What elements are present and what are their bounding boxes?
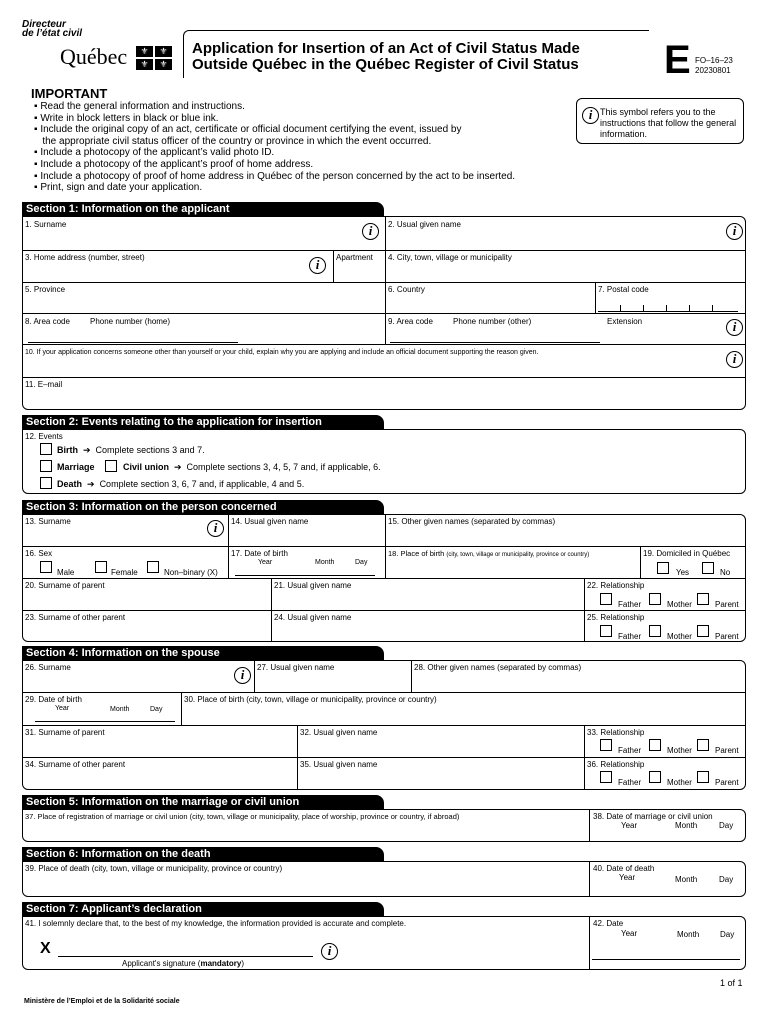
section-2-header: Section 2: Events relating to the application for insertion xyxy=(22,415,384,429)
language-letter: E xyxy=(664,38,691,82)
death-checkbox[interactable] xyxy=(40,477,52,489)
spouse-other-parent-surname-label: 34. Surname of other parent xyxy=(25,760,126,769)
postal-code-label: 7. Postal code xyxy=(598,285,649,294)
male-label: Male xyxy=(57,568,75,577)
info-icon[interactable]: i xyxy=(321,943,338,960)
domiciled-no-checkbox[interactable] xyxy=(702,562,714,574)
mother-checkbox[interactable] xyxy=(649,739,661,751)
civil-union-checkbox[interactable] xyxy=(105,460,117,472)
person-other-names-label: 15. Other given names (separated by commas) xyxy=(388,517,556,526)
section-3-header: Section 3: Information on the person concerned xyxy=(22,500,384,514)
info-icon[interactable]: i xyxy=(726,351,743,368)
phone-other-label: Phone number (other) xyxy=(453,317,532,326)
month-label: Month xyxy=(675,875,698,884)
area-code-other-label: 9. Area code xyxy=(388,317,433,326)
yes-label: Yes xyxy=(676,568,690,577)
male-checkbox[interactable] xyxy=(40,561,52,573)
female-label: Female xyxy=(111,568,138,577)
section-1-header: Section 1: Information on the applicant xyxy=(22,202,384,216)
month-label: Month xyxy=(110,706,130,713)
day-label: Day xyxy=(720,930,735,939)
spouse-parent-given-label: 32. Usual given name xyxy=(300,728,378,737)
birth-checkbox[interactable] xyxy=(40,443,52,455)
domiciled-yes-checkbox[interactable] xyxy=(657,562,669,574)
extension-label: Extension xyxy=(607,317,643,326)
month-label: Month xyxy=(675,821,698,830)
info-icon: i xyxy=(582,107,599,124)
surname-label: 1. Surname xyxy=(25,220,67,229)
info-icon[interactable]: i xyxy=(309,257,326,274)
email-label: 11. E–mail xyxy=(25,380,63,389)
non-binary-label: Non–binary (X) xyxy=(164,568,218,577)
form-title: Application for Insertion of an Act of Civil Status Made Outside Québec in the Québec Register of Civil Status xyxy=(192,40,580,73)
signature-date-label: 42. Date xyxy=(593,919,624,928)
marriage-date-label: 38. Date of marriage or civil union xyxy=(593,812,713,821)
area-code-home-label: 8. Area code xyxy=(25,317,70,326)
marriage-checkbox[interactable] xyxy=(40,460,52,472)
month-label: Month xyxy=(677,930,700,939)
dept-logo-text: Directeur de l’état civil xyxy=(22,19,83,39)
father-label: Father xyxy=(618,746,642,755)
signature-line[interactable] xyxy=(58,956,313,957)
parent-checkbox[interactable] xyxy=(697,739,709,751)
marriage-place-label: 37. Place of registration of marriage or civil union (city, town, village or municipality, place of worship, province or country, if abroad) xyxy=(25,812,460,821)
parent-label: Parent xyxy=(715,746,739,755)
spouse-dob-label: 29. Date of birth xyxy=(25,695,82,704)
relationship-label: 25. Relationship xyxy=(587,613,645,622)
father-checkbox[interactable] xyxy=(600,739,612,751)
address-label: 3. Home address (number, street) xyxy=(25,253,145,262)
important-list: ▪ Read the general information and instructions. ▪ Write in block letters in black or blue ink. ▪ Include the original copy of an act, certificate or official document certifying the event, issued by the appropriate civil status officer of the country or province in which the event occurred. ▪ Include a photocopy of the applicant’s valid photo ID. ▪ Include a photocopy of the applicant’s proof of home address. ▪ Include a photocopy of proof of home address in Québec of the person concerned by the act to be inserted. ▪ Print, sign and date your application. xyxy=(34,101,516,194)
quebec-logo: Québec xyxy=(60,44,128,69)
country-label: 6. Country xyxy=(388,285,425,294)
year-label: Year xyxy=(621,821,638,830)
year-label: Year xyxy=(619,873,636,882)
death-place-label: 39. Place of death (city, town, village or municipality, province or country) xyxy=(25,864,283,873)
female-checkbox[interactable] xyxy=(95,561,107,573)
declaration-text: 41. I solemnly declare that, to the best of my knowledge, the information provided is accurate and complete. xyxy=(25,919,407,928)
info-icon[interactable]: i xyxy=(726,223,743,240)
info-icon[interactable]: i xyxy=(362,223,379,240)
page-number: 1 of 1 xyxy=(720,978,743,988)
other-parent-surname-label: 23. Surname of other parent xyxy=(25,613,126,622)
section-6-header: Section 6: Information on the death xyxy=(22,847,384,861)
apartment-label: Apartment xyxy=(336,253,373,262)
parent-label: Parent xyxy=(715,632,739,641)
dob-label: 17. Date of birth xyxy=(231,549,288,558)
month-label: Month xyxy=(315,559,335,566)
signature-caption: Applicant's signature (mandatory) xyxy=(122,959,245,968)
domiciled-label: 19. Domiciled in Québec xyxy=(643,549,731,558)
reason-label: 10. If your application concerns someone other than yourself or your child, explain why you are applying and include an official document supporting the reason given. xyxy=(25,349,539,356)
given-name-label: 2. Usual given name xyxy=(388,220,461,229)
parent-checkbox[interactable] xyxy=(697,771,709,783)
father-label: Father xyxy=(618,600,642,609)
signature-x-mark: X xyxy=(40,940,51,957)
father-checkbox[interactable] xyxy=(600,625,612,637)
father-checkbox[interactable] xyxy=(600,771,612,783)
parent-given-label: 21. Usual given name xyxy=(274,581,352,590)
spouse-parent-surname-label: 31. Surname of parent xyxy=(25,728,105,737)
year-label: Year xyxy=(258,559,273,566)
person-surname-label: 13. Surname xyxy=(25,517,71,526)
spouse-surname-label: 26. Surname xyxy=(25,663,71,672)
phone-home-label: Phone number (home) xyxy=(90,317,171,326)
section-5-header: Section 5: Information on the marriage or civil union xyxy=(22,795,384,809)
province-label: 5. Province xyxy=(25,285,66,294)
important-heading: IMPORTANT xyxy=(31,86,108,101)
father-label: Father xyxy=(618,778,642,787)
no-label: No xyxy=(720,568,731,577)
day-label: Day xyxy=(150,706,163,713)
person-given-label: 14. Usual given name xyxy=(231,517,309,526)
spouse-place-of-birth-label: 30. Place of birth (city, town, village or municipality, province or country) xyxy=(184,695,437,704)
info-icon[interactable]: i xyxy=(234,667,251,684)
relationship-label: 36. Relationship xyxy=(587,760,645,769)
father-checkbox[interactable] xyxy=(600,593,612,605)
year-label: Year xyxy=(621,929,638,938)
form-number: FO–16–23 20230801 xyxy=(695,56,733,75)
place-of-birth-label: 18. Place of birth (city, town, village or municipality, province or country) xyxy=(388,549,590,558)
mother-checkbox[interactable] xyxy=(649,771,661,783)
mother-checkbox[interactable] xyxy=(649,593,661,605)
father-label: Father xyxy=(618,632,642,641)
parent-surname-label: 20. Surname of parent xyxy=(25,581,105,590)
relationship-label: 22. Relationship xyxy=(587,581,645,590)
spouse-other-parent-given-label: 35. Usual given name xyxy=(300,760,378,769)
day-label: Day xyxy=(355,559,368,566)
mother-label: Mother xyxy=(667,778,692,787)
mother-checkbox[interactable] xyxy=(649,625,661,637)
death-date-label: 40. Date of death xyxy=(593,864,655,873)
mother-label: Mother xyxy=(667,632,692,641)
parent-label: Parent xyxy=(715,600,739,609)
spouse-other-names-label: 28. Other given names (separated by commas) xyxy=(414,663,582,672)
symbol-note: This symbol refers you to the instructions that follow the general information. xyxy=(600,107,737,139)
city-label: 4. City, town, village or municipality xyxy=(388,253,512,262)
parent-label: Parent xyxy=(715,778,739,787)
day-label: Day xyxy=(719,875,734,884)
sex-label: 16. Sex xyxy=(25,549,53,558)
section-4-header: Section 4: Information on the spouse xyxy=(22,646,384,660)
ministry-footer: Ministère de l’Emploi et de la Solidarité sociale xyxy=(24,998,180,1005)
fleurdelise-icon: ⚜ ⚜ ⚜ ⚜ xyxy=(136,46,172,68)
section-7-header: Section 7: Applicant’s declaration xyxy=(22,902,384,916)
info-icon[interactable]: i xyxy=(207,520,224,537)
day-label: Day xyxy=(719,821,734,830)
mother-label: Mother xyxy=(667,600,692,609)
mother-label: Mother xyxy=(667,746,692,755)
spouse-given-label: 27. Usual given name xyxy=(257,663,335,672)
non-binary-checkbox[interactable] xyxy=(147,561,159,573)
relationship-label: 33. Relationship xyxy=(587,728,645,737)
parent-checkbox[interactable] xyxy=(697,625,709,637)
events-label: 12. Events xyxy=(25,432,63,441)
parent-checkbox[interactable] xyxy=(697,593,709,605)
year-label: Year xyxy=(55,705,70,712)
other-parent-given-label: 24. Usual given name xyxy=(274,613,352,622)
info-icon[interactable]: i xyxy=(726,319,743,336)
